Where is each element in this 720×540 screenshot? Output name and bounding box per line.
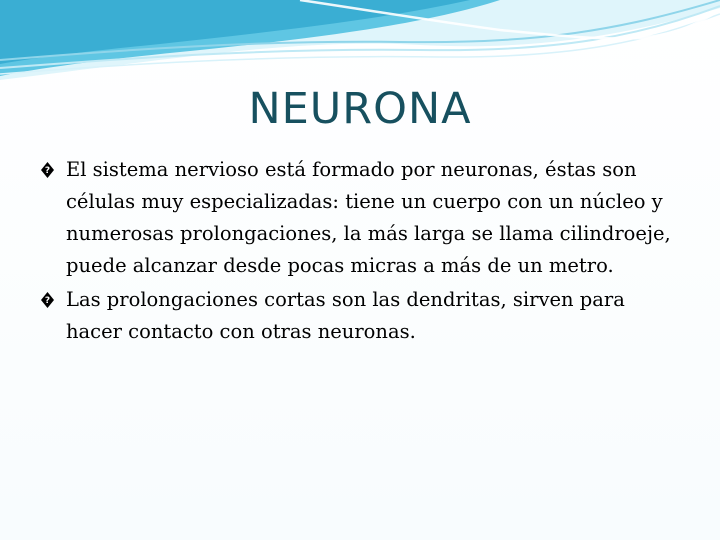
bullet-list [40,154,680,350]
missing-glyph-icon [40,291,55,309]
bullet-text: El sistema nervioso está formado por neuronas, éstas son células muy especializadas: tiene un cuerpo con un núcleo y numerosas prolongaciones, la más larga se llama cilindroeje, puede alcanzar desde pocas micras a más de un metro. [66,158,671,277]
svg-text:?: ? [44,296,51,306]
bullet-text: Las prolongaciones cortas son las dendritas, sirven para hacer contacto con otras neuronas. [66,288,625,343]
header-wave-decoration [0,0,720,90]
missing-glyph-icon [40,161,55,179]
svg-text:?: ? [44,166,51,176]
bullet-item [40,154,680,282]
slide-title: NEURONA [248,84,472,134]
bullet-item [40,284,680,348]
